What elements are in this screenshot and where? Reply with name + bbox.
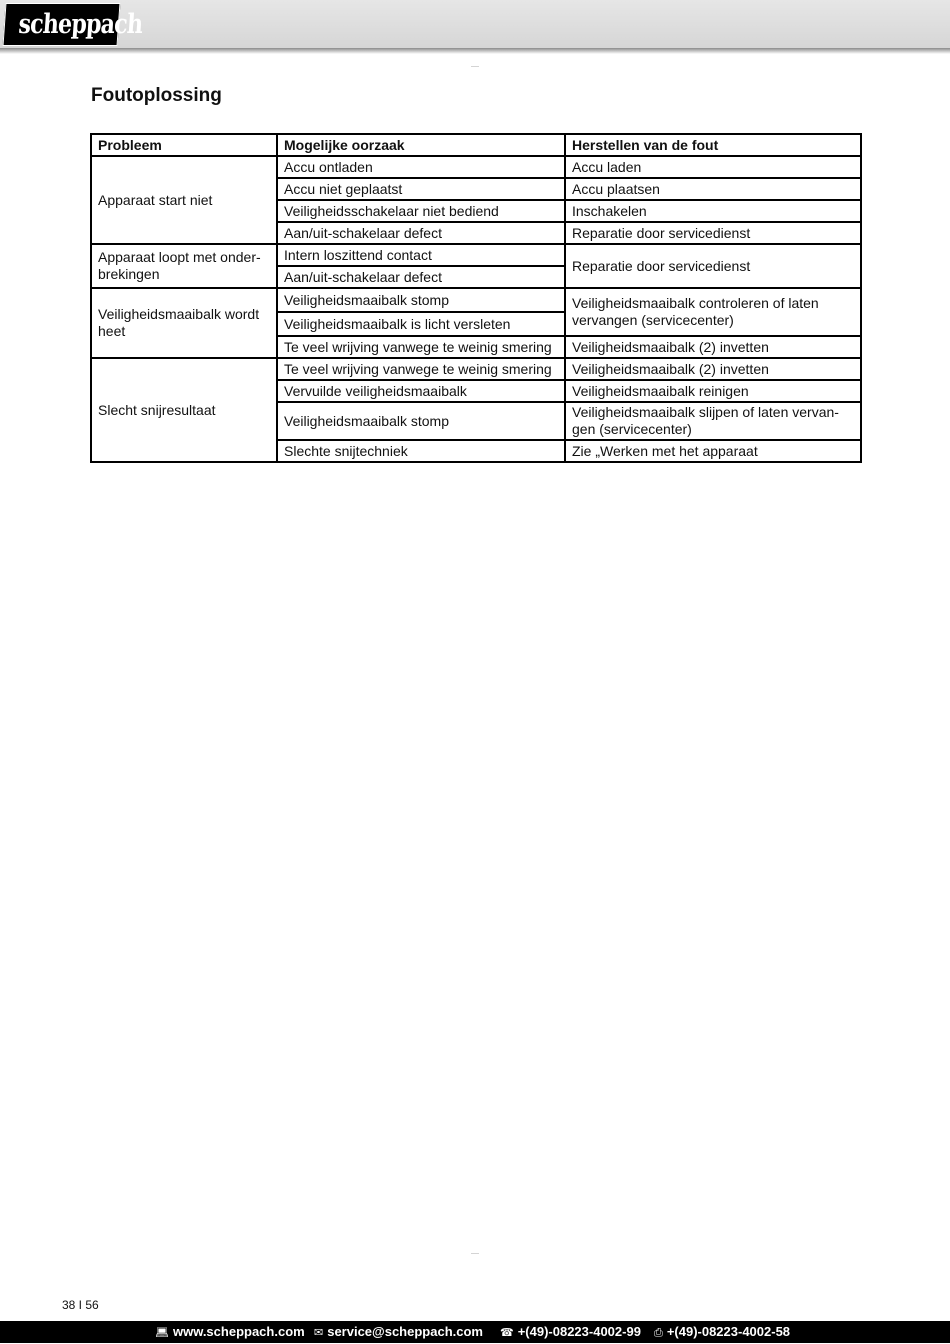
fix-cell: Zie „Werken met het apparaat [565, 440, 861, 462]
table-header-row [91, 134, 861, 156]
fix-cell: Inschakelen [565, 200, 861, 222]
cause-cell: Veiligheidsschakelaar niet bediend [277, 200, 565, 222]
column-header: Probleem [91, 134, 277, 156]
cause-cell: Veiligheidsmaaibalk stomp [277, 288, 565, 312]
scheppach-logo: scheppach [2, 3, 120, 46]
footer-phone[interactable]: ☎ +(49)-08223-4002-99 [500, 1324, 641, 1339]
problem-cell: Apparaat start niet [91, 156, 277, 244]
problem-cell: Veiligheidsmaaibalk wordt heet [91, 288, 277, 358]
troubleshooting-table [90, 133, 862, 463]
computer-icon: 💻︎ [155, 1326, 169, 1339]
fix-cell: Veiligheidsmaaibalk controleren of laten vervangen (servicecenter) [565, 288, 861, 336]
cause-cell: Accu ontladen [277, 156, 565, 178]
column-header: Herstellen van de fout [565, 134, 861, 156]
fix-cell: Veiligheidsmaaibalk slijpen of laten vervan-gen (servicecenter) [565, 402, 861, 440]
page-title: Foutoplossing [91, 85, 222, 106]
page-footer [0, 1321, 950, 1343]
column-header: Mogelijke oorzaak [277, 134, 565, 156]
cause-cell: Slechte snijtechniek [277, 440, 565, 462]
cause-cell: Vervuilde veiligheidsmaaibalk [277, 380, 565, 402]
header-shadow [0, 48, 950, 54]
page-header [0, 0, 950, 48]
table-row [91, 288, 861, 312]
fix-cell: Veiligheidsmaaibalk reinigen [565, 380, 861, 402]
cause-cell: Te veel wrijving vanwege te weinig smering [277, 336, 565, 358]
cause-cell: Te veel wrijving vanwege te weinig smering [277, 358, 565, 380]
footer-fax[interactable]: ⎙ +(49)-08223-4002-58 [654, 1324, 791, 1339]
fix-cell: Veiligheidsmaaibalk (2) invetten [565, 336, 861, 358]
cause-cell: Veiligheidsmaaibalk is licht versleten [277, 312, 565, 336]
table-row [91, 358, 861, 380]
cause-cell: Aan/uit-schakelaar defect [277, 222, 565, 244]
footer-email[interactable]: ✉ service@scheppach.com [314, 1324, 483, 1339]
fax-icon: ⎙ [654, 1326, 663, 1339]
mail-icon: ✉ [314, 1326, 324, 1339]
cause-cell: Accu niet geplaatst [277, 178, 565, 200]
fix-cell: Veiligheidsmaaibalk (2) invetten [565, 358, 861, 380]
page-number: 38 I 56 [62, 1298, 99, 1312]
fix-cell: Reparatie door servicedienst [565, 244, 861, 288]
crop-mark [471, 1253, 479, 1254]
table-row [91, 244, 861, 266]
table-row [91, 156, 861, 178]
problem-cell: Apparaat loopt met onder-brekingen [91, 244, 277, 288]
cause-cell: Intern loszittend contact [277, 244, 565, 266]
cause-cell: Veiligheidsmaaibalk stomp [277, 402, 565, 440]
cause-cell: Aan/uit-schakelaar defect [277, 266, 565, 288]
phone-icon: ☎ [500, 1326, 514, 1339]
fix-cell: Accu laden [565, 156, 861, 178]
crop-mark [471, 66, 479, 67]
problem-cell: Slecht snijresultaat [91, 358, 277, 462]
footer-website[interactable]: 💻︎ www.scheppach.com [155, 1324, 305, 1339]
fix-cell: Accu plaatsen [565, 178, 861, 200]
fix-cell: Reparatie door servicedienst [565, 222, 861, 244]
